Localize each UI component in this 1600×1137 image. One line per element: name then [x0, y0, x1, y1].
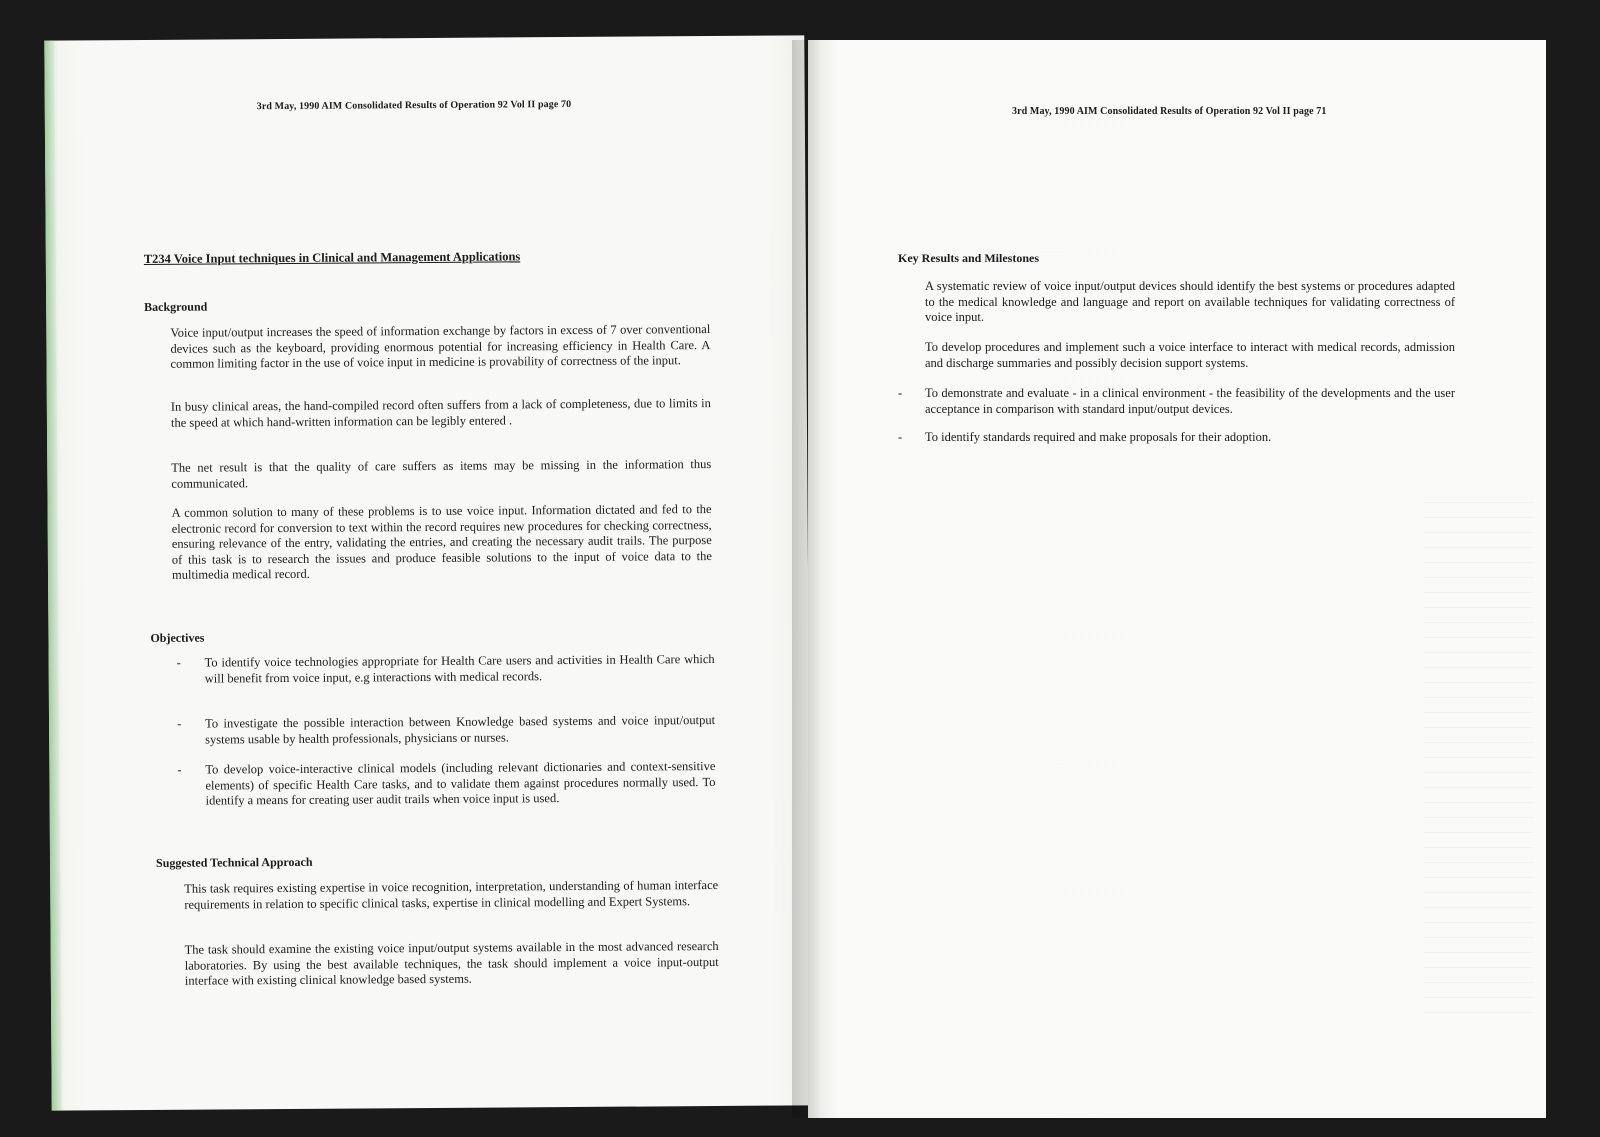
- bullet-dash: -: [898, 430, 903, 444]
- bullet-dash: -: [176, 655, 181, 670]
- show-through-texture: [1424, 502, 1534, 1022]
- objective-text: To identify voice technologies appropriate for Health Care users and activities in Health Care which will benefit from voice input, e.g interactions with medical records.: [204, 652, 715, 686]
- objective-text: To investigate the possible interaction between Knowledge based systems and voice input/output systems usable by health professionals, physicians or nurses.: [204, 712, 716, 747]
- approach-heading: Suggested Technical Approach: [155, 854, 313, 870]
- background-paragraph-2: In busy clinical areas, the hand-compiled record often suffers from a lack of completeness, due to limits in the speed at which hand-written information can be legibly entered .: [170, 396, 711, 430]
- objectives-heading: Objectives: [150, 630, 205, 645]
- objective-item-1: [177, 652, 715, 704]
- results-bullet-2: [898, 430, 1455, 447]
- running-head-left: 3rd May, 1990 AIM Consolidated Results of Operation 92 Vol II page 70: [256, 98, 572, 113]
- objective-item-2: [177, 713, 715, 749]
- background-paragraph-1: Voice input/output increases the speed of information exchange by factors in excess of 7 over conventional devices such as the keyboard, providing enormous potential for increasing efficiency in Health Care. A common limiting factor in the use of voice input in medicine is provability of correctness of the input.: [170, 322, 711, 371]
- bullet-dash: -: [176, 716, 182, 731]
- right-page: [808, 40, 1546, 1118]
- bullet-dash: -: [898, 386, 903, 400]
- left-page: [44, 35, 811, 1110]
- results-paragraph-1: A systematic review of voice input/output devices should identify the best systems or procedures adapted to the medical knowledge and language and report on available techniques for validating correctness of voice input.: [925, 279, 1455, 324]
- results-bullet-text: To identify standards required and make proposals for their adoption.: [925, 430, 1272, 444]
- running-head-right: 3rd May, 1990 AIM Consolidated Results of Operation 92 Vol II page 71: [1012, 106, 1327, 117]
- approach-paragraph-1: This task requires existing expertise in voice recognition, interpretation, understanding of human interface requirements in relation to specific clinical tasks, expertise in clinical modelling and Expert Systems.: [184, 877, 719, 912]
- objective-text: To develop voice-interactive clinical models (including relevant dictionaries and context-sensitive elements) of specific Health Care tasks, and to validate them against procedures normally used. To identify a means for creating user audit trails when voice input is used.: [205, 758, 716, 808]
- key-results-heading: Key Results and Milestones: [898, 251, 1039, 265]
- results-paragraph-2: To develop procedures and implement such a voice interface to interact with medical records, admission and discharge summaries and possibly decision support systems.: [925, 340, 1455, 370]
- results-bullet-text: To demonstrate and evaluate - in a clinical environment - the feasibility of the developments and the user acceptance in comparison with standard input/output devices.: [925, 386, 1455, 416]
- background-paragraph-3: The net result is that the quality of care suffers as items may be missing in the information thus communicated.: [171, 457, 712, 491]
- page-edge-stack: [44, 41, 61, 1111]
- objective-item-3: [177, 759, 715, 827]
- approach-paragraph-2: The task should examine the existing voice input/output systems available in the most advanced research laboratories. By using the best available techniques, the task should implement a voice input-output interface with existing clinical knowledge based systems.: [184, 938, 719, 988]
- background-heading: Background: [144, 299, 208, 314]
- bullet-dash: -: [177, 762, 182, 777]
- results-bullet-1: [898, 386, 1455, 418]
- background-paragraph-4: A common solution to many of these problems is to use voice input. Information dictated and fed to the electronic record for conversion to text within the record requires new procedures for checking correctness, ensuring relevance of the entry, validating the entries, and creating the necessary audit trails. The purpose of this task is to research the issues and produce feasible solutions to the input of voice data to the multimedia medical record.: [171, 502, 712, 582]
- task-title: T234 Voice Input techniques in Clinical and Management Applications: [143, 249, 521, 266]
